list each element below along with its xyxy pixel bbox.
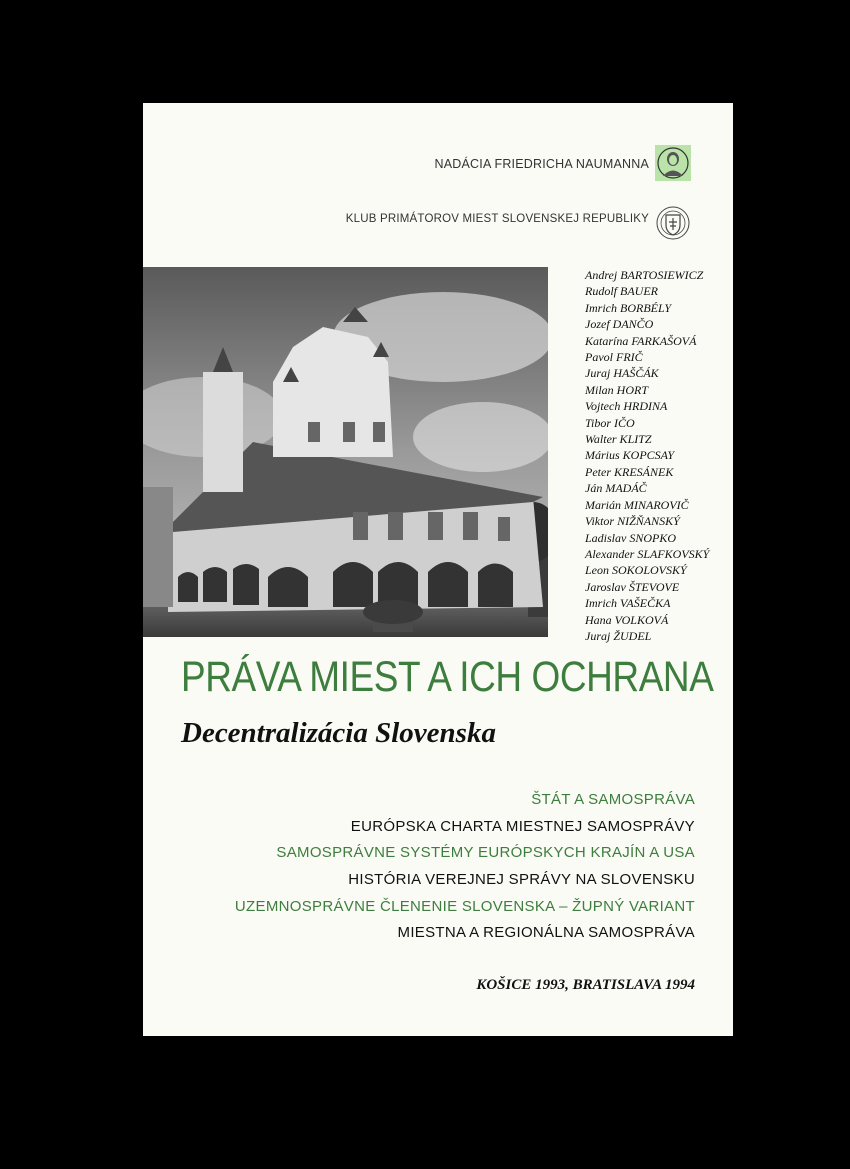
author-name: Walter KLITZ [585,432,652,447]
portrait-medallion-icon [655,145,691,181]
publisher-name: NADÁCIA FRIEDRICHA NAUMANNA [434,157,649,171]
city-crest-icon [655,203,691,239]
author-name: Juraj HAŠČÁK [585,366,659,381]
author-name: Imrich VAŠEČKA [585,596,671,611]
topic-item: UZEMNOSPRÁVNE ČLENENIE SLOVENSKA – ŽUPNÝ VARIANT [234,897,695,915]
author-name: Katarína FARKAŠOVÁ [585,333,697,348]
topic-item: ŠTÁT A SAMOSPRÁVA [531,791,695,808]
author-list [585,267,730,644]
author-name: Jozef DANČO [585,317,654,332]
author-name: Ján MADÁČ [585,481,647,496]
book-subtitle: Decentralizácia Slovenska [181,717,496,749]
book-title: PRÁVA MIEST A ICH OCHRANA [181,653,714,701]
topic-item: HISTÓRIA VEREJNEJ SPRÁVY NA SLOVENSKU [348,871,695,889]
author-name: Juraj ŽUDEL [585,628,652,643]
author-name: Márius KOPCSAY [585,448,675,463]
author-name: Viktor NIŽŇANSKÝ [585,514,680,529]
book-cover [143,103,733,1036]
topic-item: MIESTNA A REGIONÁLNA SAMOSPRÁVA [397,924,695,942]
author-name: Rudolf BAUER [585,284,658,299]
author-name: Marián MINAROVIČ [585,497,689,512]
publication-place-date: KOŠICE 1993, BRATISLAVA 1994 [476,977,695,993]
author-name: Andrej BARTOSIEWICZ [585,268,704,282]
author-name: Peter KRESÁNEK [585,464,674,479]
topic-list [235,791,695,951]
author-name: Pavol FRIČ [585,350,643,365]
author-name: Hana VOLKOVÁ [585,612,669,627]
author-name: Vojtech HRDINA [585,399,668,414]
topic-item: SAMOSPRÁVNE SYSTÉMY EURÓPSKYCH KRAJÍN A USA [276,844,695,862]
town-hall-photo [143,267,548,637]
author-name: Imrich BORBÉLY [585,300,672,315]
author-name: Jaroslav ŠTEVOVE [585,579,680,594]
author-name: Tibor IČO [585,415,635,430]
topic-item: EURÓPSKA CHARTA MIESTNEJ SAMOSPRÁVY [350,817,695,835]
club-name: KLUB PRIMÁTOROV MIEST SLOVENSKEJ REPUBLIKY [345,213,649,225]
author-name: Ladislav SNOPKO [585,530,677,545]
author-name: Alexander SLAFKOVSKÝ [585,546,710,561]
author-name: Milan HORT [585,382,648,397]
author-name: Leon SOKOLOVSKÝ [585,563,687,578]
